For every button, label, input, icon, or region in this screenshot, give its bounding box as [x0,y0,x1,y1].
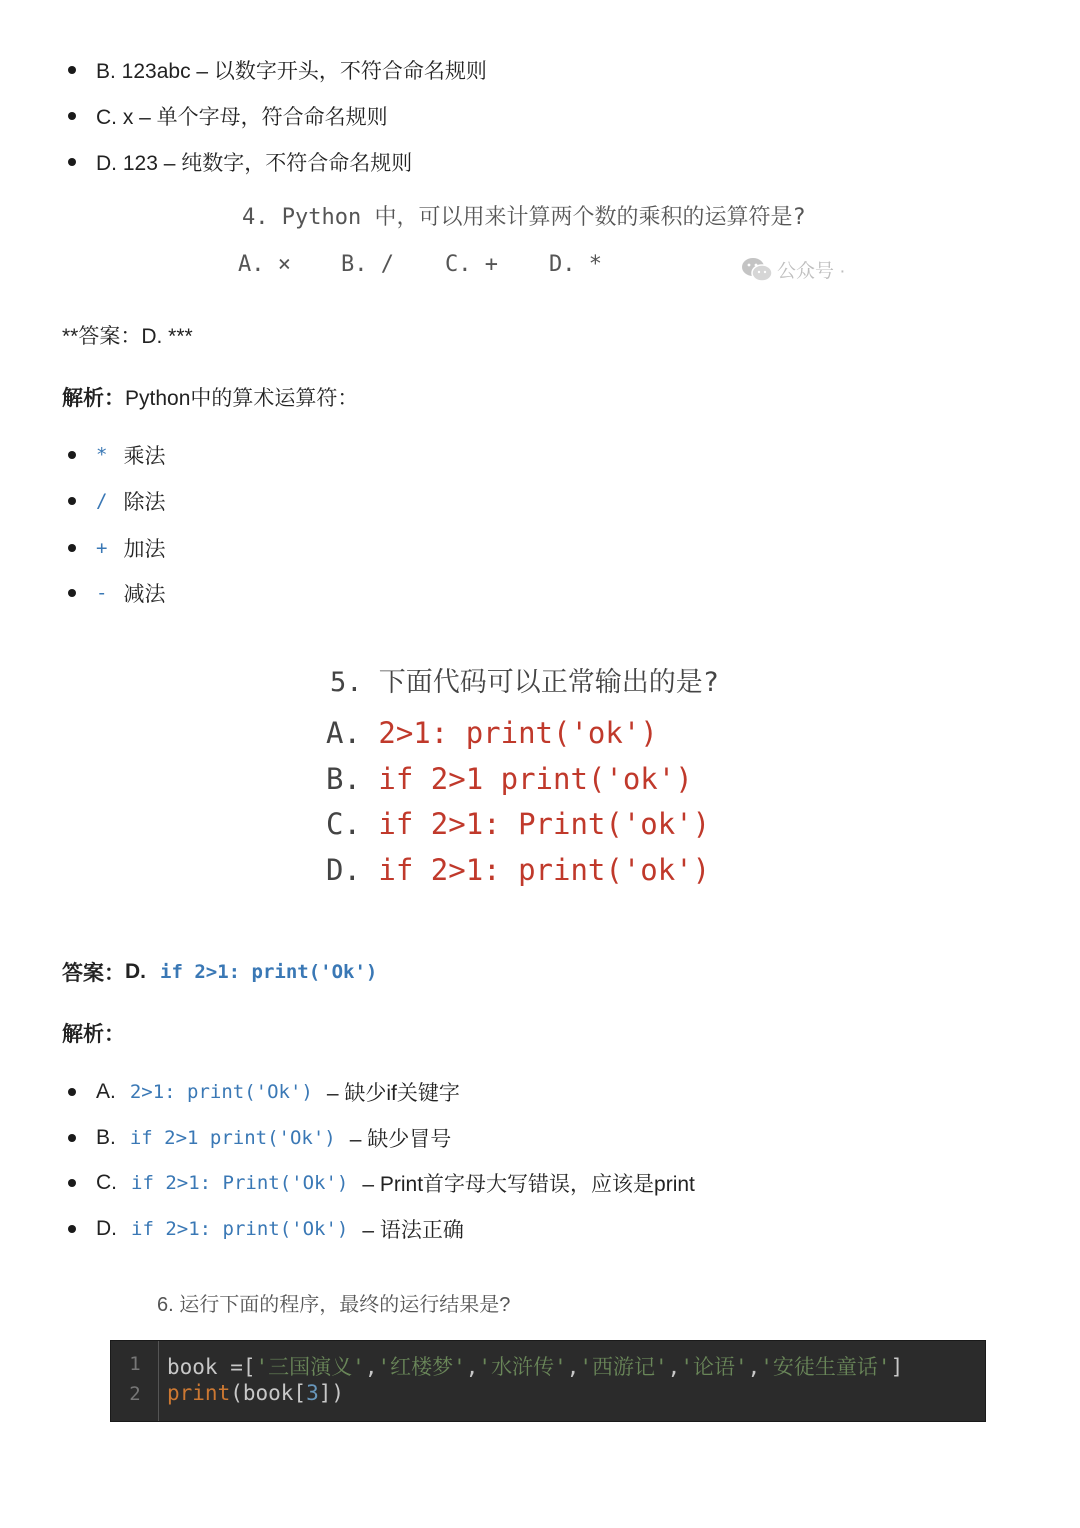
answer-label: 答案： [62,962,125,985]
q5-option [326,853,710,887]
list-item [68,1074,460,1110]
bullet-dot [68,544,76,552]
q5-option [326,762,693,796]
list-item-text: C. x – 单个字母，符合命名规则 [96,106,388,129]
option-letter: A. [326,716,361,750]
analysis-letter: D. [96,1217,117,1240]
wechat-icon [741,257,773,283]
operator-text: 除法 [123,491,166,514]
analysis-letter: A. [96,1080,116,1103]
q4-answer: **答案：D. *** [62,325,193,348]
code-line [167,1381,344,1405]
code-op: =[ [217,1355,256,1379]
bullet-dot [68,158,76,166]
q5-answer [62,957,377,987]
operator-text: 乘法 [123,445,166,468]
q4-option-b: B. / [341,252,394,277]
analysis-note: – Print首字母大写错误，应该是print [362,1173,695,1196]
code-block [110,1340,986,1422]
analysis-letter: C. [96,1171,117,1194]
analysis-note: – 缺少冒号 [349,1128,452,1151]
code-string: '水浒传' [478,1355,567,1379]
q4-option-d: D. * [549,252,602,277]
bullet-dot [68,589,76,597]
answer-code: if 2>1: print('Ok') [160,961,378,983]
bullet-dot [68,112,76,120]
code-close: ] [890,1355,904,1379]
code-comma: , [667,1355,681,1379]
operator-text: 加法 [123,538,166,561]
option-letter: B. [326,762,361,796]
q5-question: 5. 下面代码可以正常输出的是? [330,667,720,698]
list-item [68,483,165,519]
q4-option-c: C. + [445,252,498,277]
answer-letter: D. [125,960,146,983]
code-comma: , [566,1355,580,1379]
operator-symbol: / [96,490,108,512]
analysis-label: 解析： [62,387,125,410]
code-var: book [167,1355,218,1379]
analysis-code: if 2>1: print('Ok') [131,1218,349,1240]
code-close: ]) [318,1381,345,1405]
analysis-code: if 2>1 print('Ok') [129,1127,336,1149]
operator-symbol: + [96,537,108,559]
code-comma: , [364,1355,378,1379]
option-code: if 2>1 print('ok') [378,762,693,796]
bullet-dot [68,451,76,459]
watermark-text: 公众号 · [777,261,846,282]
analysis-code: 2>1: print('Ok') [129,1081,313,1103]
code-comma: , [465,1355,479,1379]
q6-question: 6. 运行下面的程序，最终的运行结果是? [157,1294,511,1316]
operator-symbol: - [96,582,108,604]
analysis-text: Python中的算术运算符： [125,387,359,410]
option-letter: C. [326,807,361,841]
operator-symbol: * [96,444,108,466]
code-open: (book[ [230,1381,307,1405]
code-string: '安徒生童话' [760,1355,891,1379]
watermark [741,256,846,283]
q4-question: 4. Python 中，可以用来计算两个数的乘积的运算符是? [242,205,806,230]
q5-option [326,716,658,750]
list-item [68,144,412,180]
list-item [68,437,165,473]
code-string: '三国演义' [255,1355,365,1379]
analysis-letter: B. [96,1126,116,1149]
code-index: 3 [306,1381,319,1405]
code-line [167,1351,903,1381]
list-item [68,1211,464,1247]
line-number: 2 [129,1383,141,1405]
code-comma: , [747,1355,761,1379]
option-letter: D. [326,853,361,887]
code-string: '论语' [680,1355,748,1379]
option-code: if 2>1: print('ok') [378,853,711,887]
list-item [68,52,487,88]
list-item [68,1120,451,1156]
q4-option-a: A. × [238,252,291,277]
list-item [68,98,388,134]
bullet-dot [68,497,76,505]
list-item-text: B. 123abc – 以数字开头，不符合命名规则 [96,60,487,83]
analysis-note: – 缺少if关键字 [326,1082,460,1105]
q5-option [326,807,710,841]
list-item [68,1165,695,1201]
list-item [68,575,165,611]
code-string: '红楼梦' [377,1355,466,1379]
list-item-text: D. 123 – 纯数字，不符合命名规则 [96,152,413,175]
bullet-dot [68,1179,76,1187]
bullet-dot [68,1134,76,1142]
line-number: 1 [129,1353,141,1375]
list-item [68,530,165,566]
q4-analysis [62,382,358,412]
bullet-dot [68,1088,76,1096]
code-string: '西游记' [579,1355,668,1379]
operator-text: 减法 [123,583,166,606]
analysis-note: – 语法正确 [362,1219,464,1242]
bullet-dot [68,66,76,74]
analysis-code: if 2>1: Print('Ok') [131,1172,349,1194]
q5-analysis-label: 解析： [62,1023,125,1046]
option-code: 2>1: print('ok') [378,716,658,750]
code-function: print [167,1381,231,1405]
option-code: if 2>1: Print('ok') [378,807,711,841]
bullet-dot [68,1225,76,1233]
